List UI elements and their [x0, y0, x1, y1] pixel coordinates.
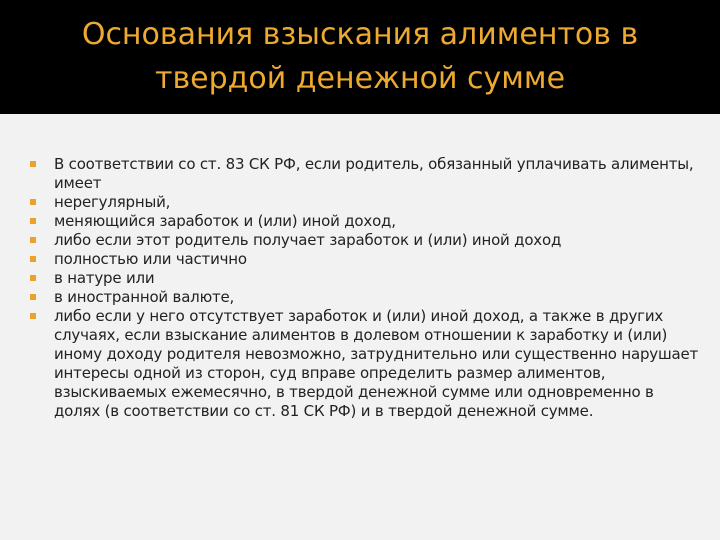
bullet-text: В соответствии со ст. 83 СК РФ, если родитель, обязанный уплачивать алименты, имеет	[54, 155, 694, 192]
bullet-list	[30, 155, 702, 421]
bullet-text: в натуре или	[54, 269, 155, 287]
bullet-text: меняющийся заработок и (или) иной доход,	[54, 212, 396, 230]
square-bullet-icon	[30, 218, 36, 224]
list-item	[30, 212, 702, 231]
bullet-text: в иностранной валюте,	[54, 288, 235, 306]
square-bullet-icon	[30, 275, 36, 281]
square-bullet-icon	[30, 313, 36, 319]
list-item	[30, 155, 702, 193]
list-item	[30, 288, 702, 307]
list-item	[30, 231, 702, 250]
bullet-text: нерегулярный,	[54, 193, 171, 211]
slide-title: Основания взыскания алиментов в твердой денежной сумме	[81, 17, 639, 96]
square-bullet-icon	[30, 294, 36, 300]
square-bullet-icon	[30, 161, 36, 167]
title-band	[0, 0, 720, 114]
content-area	[0, 114, 720, 540]
bullet-text: либо если этот родитель получает заработок и (или) иной доход	[54, 231, 562, 249]
square-bullet-icon	[30, 199, 36, 205]
square-bullet-icon	[30, 237, 36, 243]
square-bullet-icon	[30, 256, 36, 262]
bullet-text: полностью или частично	[54, 250, 247, 268]
bullet-text: либо если у него отсутствует заработок и (или) иной доход, а также в других случаях, если взыскание алиментов в долевом отношении к заработку и (или) иному доходу родителя невозможно, затруднительно или существенно нарушает интересы одной из сторон, суд вправе определить размер алиментов, взыскиваемых ежемесячно, в твердой денежной сумме или одновременно в долях (в соответствии со ст. 81 СК РФ) и в твердой денежной сумме.	[54, 307, 699, 420]
list-item	[30, 193, 702, 212]
list-item	[30, 269, 702, 288]
list-item	[30, 250, 702, 269]
list-item	[30, 307, 702, 421]
